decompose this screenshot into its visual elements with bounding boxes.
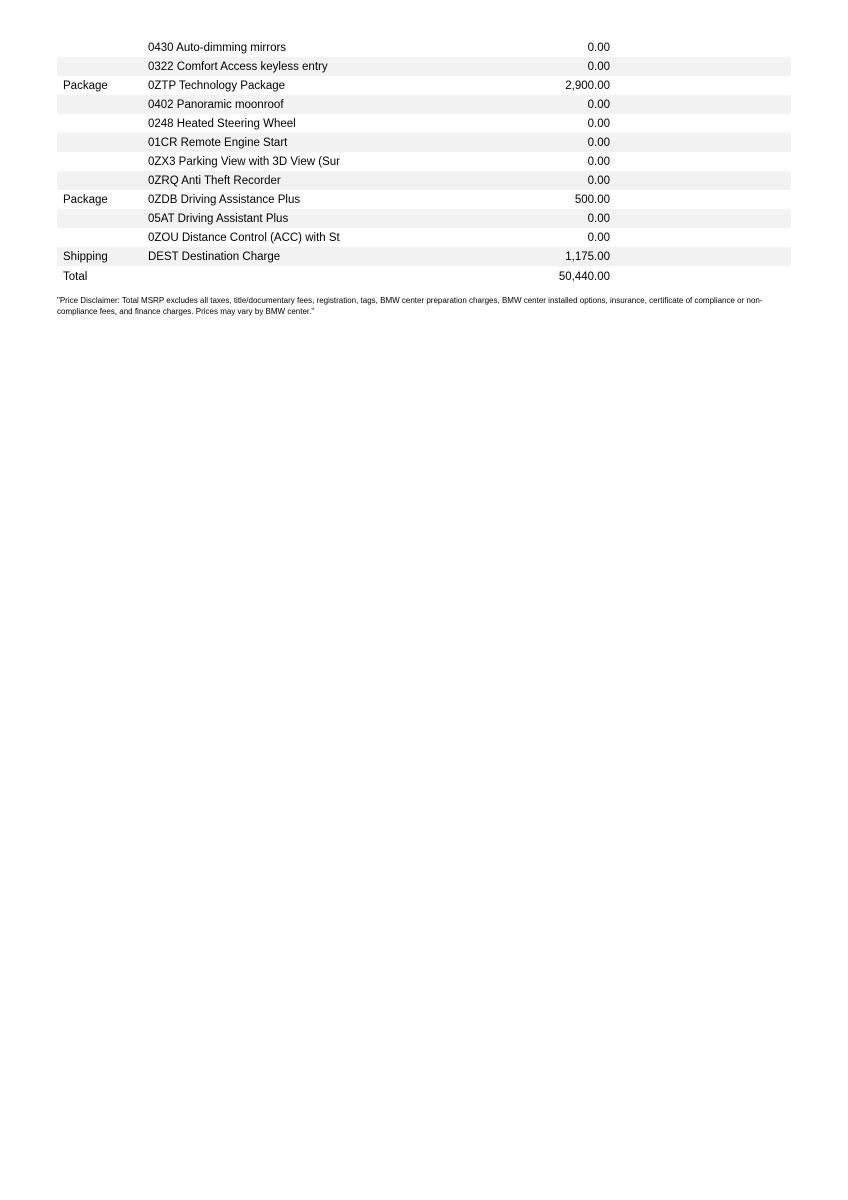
row-description: 05AT Driving Assistant Plus xyxy=(148,212,289,225)
total-label: Total xyxy=(63,270,88,283)
table-row xyxy=(57,76,791,95)
row-amount: 1,175.00 xyxy=(565,250,610,263)
table-row xyxy=(57,228,791,247)
table-row xyxy=(57,247,791,266)
row-amount: 0.00 xyxy=(587,60,610,73)
row-amount: 0.00 xyxy=(587,136,610,149)
row-amount: 500.00 xyxy=(574,193,610,206)
row-amount: 0.00 xyxy=(587,174,610,187)
pricing-table xyxy=(57,38,791,286)
table-row xyxy=(57,38,791,57)
row-description: 0ZTP Technology Package xyxy=(148,79,286,92)
table-row xyxy=(57,133,791,152)
row-description: 0322 Comfort Access keyless entry xyxy=(148,60,328,73)
row-amount: 2,900.00 xyxy=(565,79,610,92)
table-row xyxy=(57,95,791,114)
row-category: Package xyxy=(63,193,108,206)
row-description: 0248 Heated Steering Wheel xyxy=(148,117,296,130)
table-row xyxy=(57,190,791,209)
table-row xyxy=(57,152,791,171)
row-amount: 0.00 xyxy=(587,212,610,225)
row-amount: 0.00 xyxy=(587,155,610,168)
total-amount: 50,440.00 xyxy=(558,270,610,283)
row-description: 0ZDB Driving Assistance Plus xyxy=(148,193,301,206)
row-category: Package xyxy=(63,79,108,92)
table-row xyxy=(57,209,791,228)
row-description: 0ZOU Distance Control (ACC) with St xyxy=(148,231,340,244)
table-row xyxy=(57,114,791,133)
row-amount: 0.00 xyxy=(587,41,610,54)
row-description: DEST Destination Charge xyxy=(148,250,281,263)
table-row xyxy=(57,171,791,190)
row-category: Shipping xyxy=(63,250,108,263)
row-description: 0ZRQ Anti Theft Recorder xyxy=(148,174,281,187)
row-description: 0402 Panoramic moonroof xyxy=(148,98,284,111)
table-row xyxy=(57,57,791,76)
row-amount: 0.00 xyxy=(587,231,610,244)
price-disclaimer: "Price Disclaimer: Total MSRP excludes all taxes, title/documentary fees, registration, tags, BMW center preparation charges, BMW center installed options, insurance, certificate of compliance or non-compliance fees, and finance charges. Prices may vary by BMW center." xyxy=(57,296,763,316)
row-amount: 0.00 xyxy=(587,98,610,111)
row-description: 0ZX3 Parking View with 3D View (Sur xyxy=(148,155,340,168)
pricing-table-rows xyxy=(57,38,791,266)
row-amount: 0.00 xyxy=(587,117,610,130)
row-description: 0430 Auto-dimming mirrors xyxy=(148,41,287,54)
total-row xyxy=(57,267,791,286)
row-description: 01CR Remote Engine Start xyxy=(148,136,288,149)
